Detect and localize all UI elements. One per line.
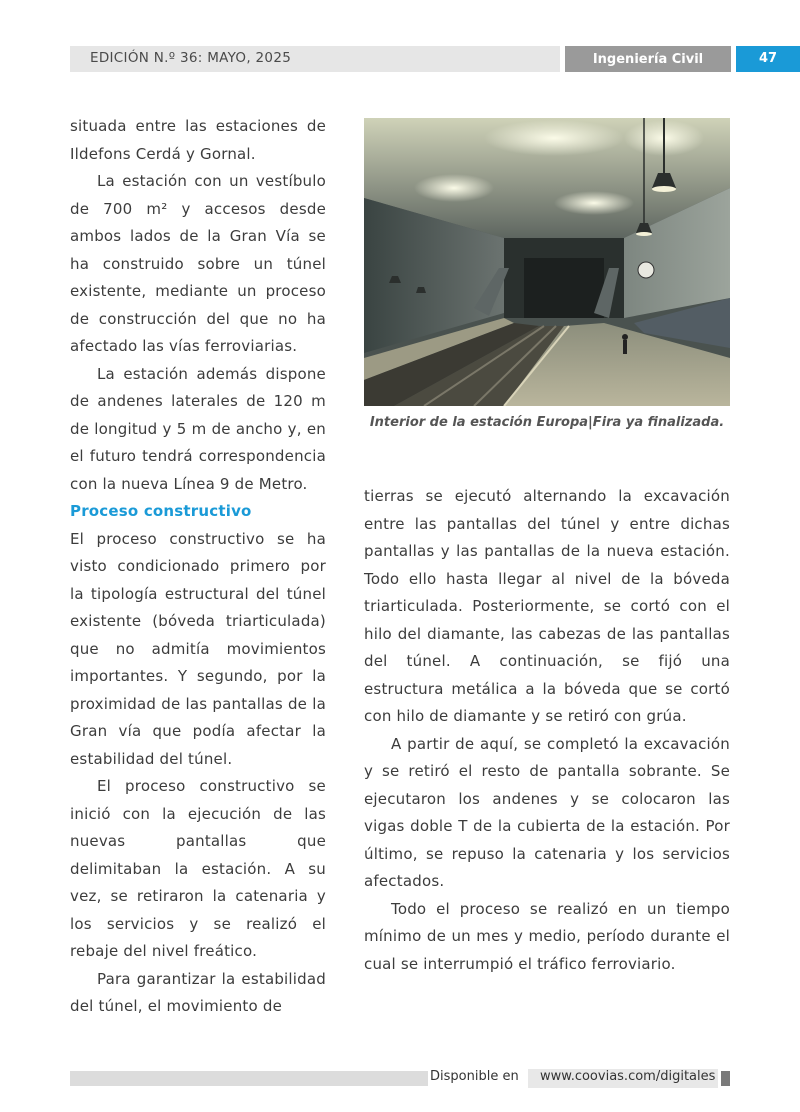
footer-bar — [70, 1071, 428, 1086]
paragraph: A partir de aquí, se completó la excavación y se retiró el resto de pantalla sobrante. Se ejecutaron los andenes y se colocaron las vigas doble T de la cubierta de la estación. Por último, se repuso la catenaria y los servicios afectados. — [364, 734, 730, 890]
station-photo — [364, 118, 730, 406]
right-column — [364, 483, 730, 978]
paragraph: tierras se ejecutó alternando la excavación entre las pantallas del túnel y entre dichas pantallas y las pantallas de la nueva estación. Todo ello hasta llegar al nivel de la bóveda triarticulada. Posteriormente, se cortó con el hilo del diamante, las cabezas de las pantallas del túnel. A continuación, se fijó una estructura metálica a la bóveda que se cortó con hilo de diamante y se retiró con grúa. — [364, 487, 730, 725]
left-column — [70, 113, 326, 1021]
paragraph: Todo el proceso se realizó en un tiempo mínimo de un mes y medio, período durante el cual se interrumpió el tráfico ferroviario. — [364, 899, 730, 973]
edition-label: EDICIÓN N.º 36: MAYO, 2025 — [90, 50, 292, 66]
paragraph: La estación además dispone de andenes laterales de 120 m de longitud y 5 m de ancho y, en el futuro tendrá correspondencia con la nueva Línea 9 de Metro. — [70, 364, 326, 493]
paragraph: situada entre las estaciones de Ildefons Cerdá y Gornal. — [70, 117, 326, 163]
paragraph: El proceso constructivo se ha visto condicionado primero por la tipología estructural del túnel existente (bóveda triarticulada) que no admitía movimientos importantes. Y segundo, por la proximidad de las pantallas de la Gran vía que podía afectar la estabilidad del túnel. — [70, 529, 326, 768]
photo-caption: Interior de la estación Europa|Fira ya finalizada. — [369, 415, 725, 430]
page-number: 47 — [736, 46, 800, 72]
footer-end-block — [721, 1071, 730, 1086]
footer-label: Disponible en — [430, 1069, 519, 1084]
footer-link[interactable]: www.coovias.com/digitales — [540, 1069, 716, 1084]
paragraph: La estación con un vestíbulo de 700 m² y accesos desde ambos lados de la Gran Vía se ha construido sobre un túnel existente, mediante un proceso de construcción del que no ha afectado las vías ferroviarias. — [70, 172, 326, 355]
section-label: Ingeniería Civil — [565, 46, 731, 72]
section-heading: Proceso constructivo — [70, 502, 252, 520]
paragraph: El proceso constructivo se inició con la ejecución de las nuevas pantallas que delimitaban la estación. A su vez, se retiraron la catenaria y los servicios y se realizó el rebaje del nivel freático. — [70, 777, 326, 960]
paragraph: Para garantizar la estabilidad del túnel, el movimiento de — [70, 969, 326, 1015]
